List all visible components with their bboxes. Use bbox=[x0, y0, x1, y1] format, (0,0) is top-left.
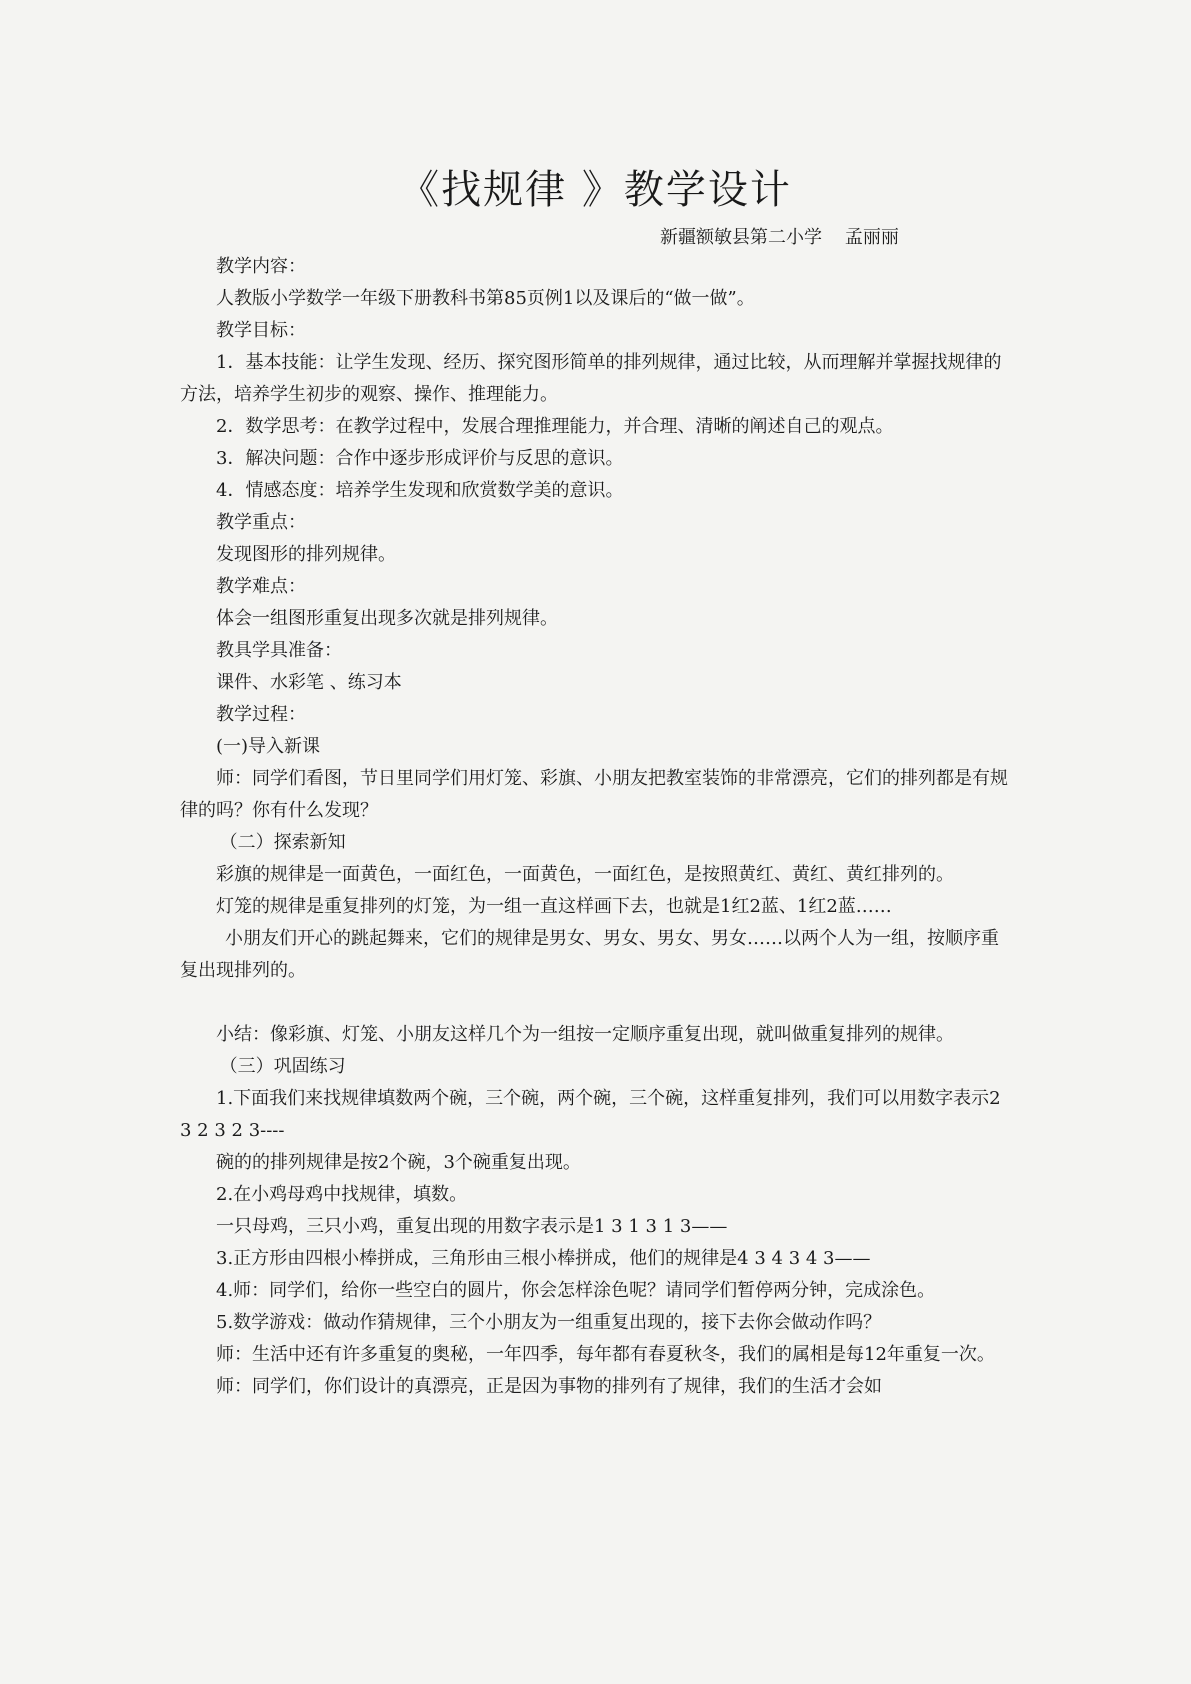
paragraph: 人教版小学数学一年级下册教科书第85页例1以及课后的“做一做”。 bbox=[216, 288, 755, 309]
paragraph: 碗的的排列规律是按2个碗，3个碗重复出现。 bbox=[216, 1152, 581, 1173]
paragraph: 2．数学思考：在教学过程中，发展合理推理能力，并合理、清晰的阐述自己的观点。 bbox=[216, 416, 894, 437]
paragraph: 4．情感态度：培养学生发现和欣赏数学美的意识。 bbox=[216, 480, 624, 501]
paragraph: 1．基本技能：让学生发现、经历、探究图形简单的排列规律，通过比较，从而理解并掌握找规律的方法，培养学生初步的观察、操作、推理能力。 bbox=[180, 352, 1002, 405]
paragraph: 4.师：同学们，给你一些空白的圆片，你会怎样涂色呢？请同学们暂停两分钟，完成涂色。 bbox=[216, 1280, 936, 1301]
paragraph: 师：生活中还有许多重复的奥秘，一年四季，每年都有春夏秋冬，我们的属相是每12年重复一次。 bbox=[216, 1344, 995, 1365]
paragraph: 小朋友们开心的跳起舞来，它们的规律是男女、男女、男女、男女……以两个人为一组，按顺序重复出现排列的。 bbox=[180, 928, 999, 981]
document-title: 《找规律 》教学设计 bbox=[399, 167, 792, 213]
paragraph: 师：同学们看图，节日里同学们用灯笼、彩旗、小朋友把教室装饰的非常漂亮，它们的排列都是有规律的吗？你有什么发现？ bbox=[180, 768, 1008, 821]
heading-teaching-content: 教学内容： bbox=[216, 256, 306, 277]
paragraph: 彩旗的规律是一面黄色，一面红色，一面黄色，一面红色，是按照黄红、黄红、黄红排列的。 bbox=[216, 864, 954, 885]
section-heading: （三）巩固练习 bbox=[219, 1056, 346, 1077]
paragraph: 灯笼的规律是重复排列的灯笼，为一组一直这样画下去，也就是1红2蓝、1红2蓝…… bbox=[216, 896, 892, 917]
document-body bbox=[180, 251, 1010, 1403]
paragraph: 发现图形的排列规律。 bbox=[216, 544, 396, 565]
heading-process: 教学过程： bbox=[216, 704, 306, 725]
heading-materials: 教具学具准备： bbox=[216, 640, 342, 661]
paragraph: 体会一组图形重复出现多次就是排列规律。 bbox=[216, 608, 558, 629]
paragraph: 一只母鸡，三只小鸡，重复出现的用数字表示是1 3 1 3 1 3—— bbox=[216, 1216, 728, 1237]
paragraph: 1.下面我们来找规律填数两个碗，三个碗，两个碗，三个碗，这样重复排列，我们可以用数字表示2 3 2 3 2 3---- bbox=[180, 1088, 1001, 1141]
author-line: 新疆额敏县第二小学 孟丽丽 bbox=[660, 227, 899, 248]
paragraph: 5.数学游戏：做动作猜规律，三个小朋友为一组重复出现的，接下去你会做动作吗？ bbox=[216, 1312, 882, 1333]
paragraph: 师：同学们，你们设计的真漂亮，正是因为事物的排列有了规律，我们的生活才会如 bbox=[216, 1376, 882, 1397]
paragraph: 3．解决问题：合作中逐步形成评价与反思的意识。 bbox=[216, 448, 624, 469]
summary-paragraph: 小结：像彩旗、灯笼、小朋友这样几个为一组按一定顺序重复出现，就叫做重复排列的规律。 bbox=[216, 1024, 954, 1045]
heading-difficulties: 教学难点： bbox=[216, 576, 306, 597]
paragraph: 3.正方形由四根小棒拼成，三角形由三根小棒拼成，他们的规律是4 3 4 3 4 3—— bbox=[216, 1248, 871, 1269]
paragraph: 2.在小鸡母鸡中找规律，填数。 bbox=[216, 1184, 468, 1205]
section-heading: (一)导入新课 bbox=[216, 736, 321, 757]
section-heading: （二）探索新知 bbox=[219, 832, 346, 853]
heading-key-points: 教学重点： bbox=[216, 512, 306, 533]
paragraph: 课件、水彩笔 、练习本 bbox=[216, 672, 402, 693]
heading-teaching-goals: 教学目标： bbox=[216, 320, 306, 341]
